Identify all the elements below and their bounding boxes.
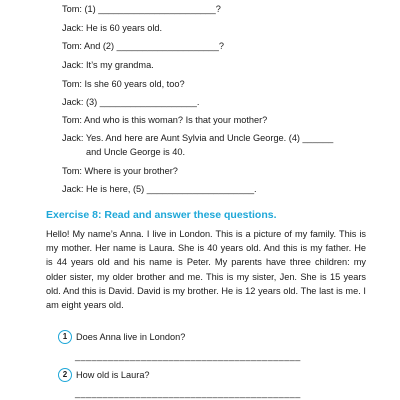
- reading-paragraph: Hello! My name’s Anna. I live in London. This is a picture of my family. This is my mother. Her name is Laura. She is 40 years old. And this is my father. He is 44 years old and his name is Peter. My parents have three children: my older sister, my older brother and me. This is my sister, Jen. She is 15 years old. And this is David. David is my brother. He is 12 years old. The last is me. I am eight years old.: [46, 229, 366, 311]
- question-text: Does Anna live in London?: [76, 332, 186, 342]
- answer-line-2[interactable]: _________________________________________: [75, 388, 301, 398]
- dialogue-line-1: Tom: (1) _______________________?: [62, 4, 221, 14]
- question-number-badge: 1: [58, 330, 72, 344]
- dialogue-line-3: Tom: And (2) ____________________?: [62, 41, 224, 51]
- dialogue-line-5: Tom: Is she 60 years old, too?: [62, 79, 185, 89]
- dialogue-line-8: Jack: Yes. And here are Aunt Sylvia and Uncle George. (4) ______: [62, 133, 334, 143]
- dialogue-line-8-continued: and Uncle George is 40.: [86, 147, 186, 157]
- question-number-badge: 2: [58, 368, 72, 382]
- dialogue-line-6: Jack: (3) ___________________.: [62, 97, 200, 107]
- question-2: [58, 368, 150, 382]
- dialogue-line-4: Jack: It’s my grandma.: [62, 60, 154, 70]
- dialogue-line-7: Tom: And who is this woman? Is that your mother?: [62, 115, 268, 125]
- dialogue-line-9: Tom: Where is your brother?: [62, 166, 178, 176]
- answer-line-1[interactable]: _________________________________________: [75, 351, 301, 361]
- question-1: [58, 330, 185, 344]
- dialogue-line-2: Jack: He is 60 years old.: [62, 23, 163, 33]
- question-text: How old is Laura?: [76, 370, 150, 380]
- dialogue-line-10: Jack: He is here, (5) _____________________.: [62, 184, 257, 194]
- exercise-title: Exercise 8: Read and answer these questions.: [46, 209, 277, 221]
